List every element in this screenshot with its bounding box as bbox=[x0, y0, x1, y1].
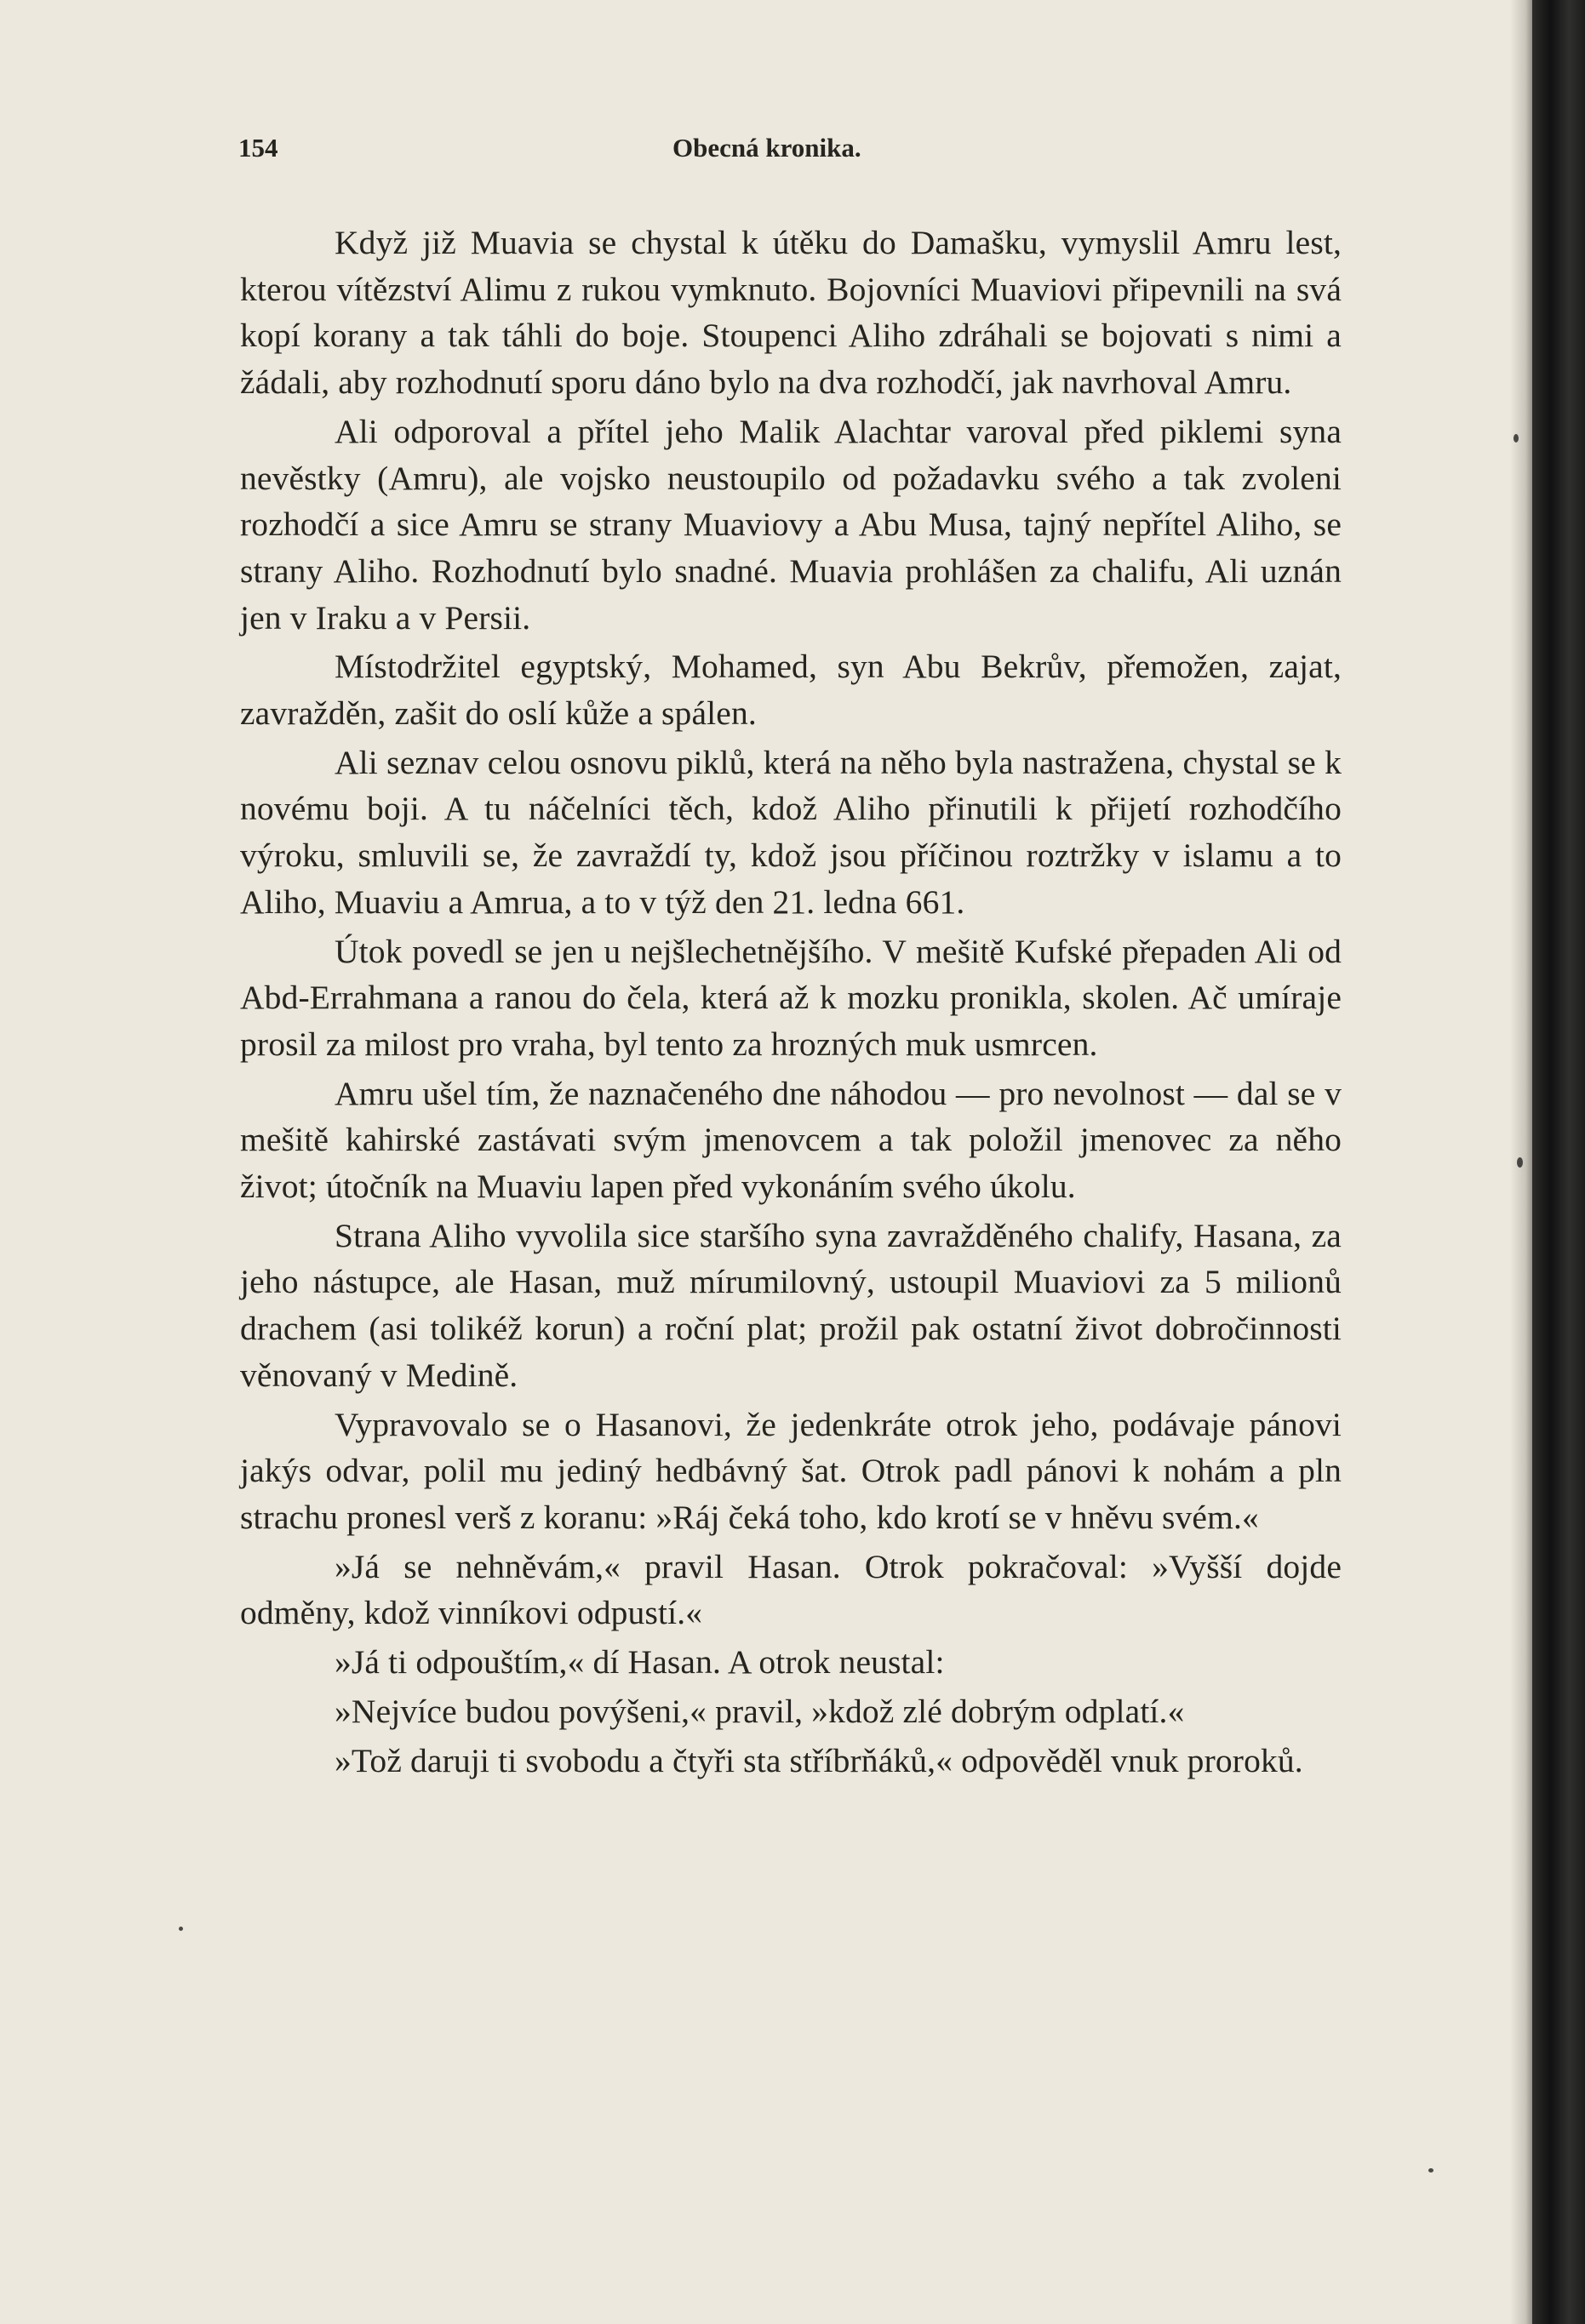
running-title: Obecná kronika. bbox=[672, 133, 861, 163]
body-text bbox=[240, 220, 1342, 1786]
paragraph: Když již Muavia se chystal k útěku do Damašku, vymyslil Amru lest, kterou vítězství Alimu z rukou vymknuto. Bojovníci Muaviovi připevnili na svá kopí korany a tak táhli do boje. Stoupenci Aliho zdráhali se bojovati s nimi a žádali, aby rozhodnutí sporu dáno bylo na dva rozhodčí, jak navrhoval Amru. bbox=[240, 224, 1342, 402]
scan-speck bbox=[1428, 2168, 1433, 2173]
paragraph: Ali seznav celou osnovu piklů, která na něho byla nastražena, chystal se k novému boji. A tu náčelníci těch, kdož Aliho přinutili k přijetí rozhodčího výroku, smluvili se, že zavraždí ty, kdož jsou příčinou roztržky v islamu a to Aliho, Muaviu a Amrua, a to v týž den 21. ledna 661. bbox=[240, 743, 1342, 921]
paragraph: »Nejvíce budou povýšeni,« pravil, »kdož zlé dobrým odplatí.« bbox=[335, 1692, 1185, 1730]
paragraph: Útok povedl se jen u nejšlechetnějšího. V mešitě Kufské přepaden Ali od Abd-Errahmana a ranou do čela, která až k mozku pronikla, skolen. Ač umíraje prosil za milost pro vraha, byl tento za hrozných muk usmrcen. bbox=[240, 932, 1342, 1063]
scan-speck bbox=[179, 1927, 183, 1931]
paragraph: Místodržitel egyptský, Mohamed, syn Abu Bekrův, přemožen, zajat, zavražděn, zašit do oslí kůže a spálen. bbox=[240, 648, 1342, 733]
paragraph: Amru ušel tím, že naznačeného dne náhodou — pro nevolnost — dal se v mešitě kahirské zastávati svým jmenovcem a tak položil jmenovec za něho život; útočník na Muaviu lapen před vykonáním svého úkolu. bbox=[240, 1074, 1342, 1206]
paragraph: »Já ti odpouštím,« dí Hasan. A otrok neustal: bbox=[335, 1643, 945, 1682]
paragraph: »Tož daruji ti svobodu a čtyři sta stříbrňáků,« odpověděl vnuk proroků. bbox=[335, 1741, 1303, 1779]
scan-speck bbox=[1517, 1157, 1523, 1168]
running-header bbox=[238, 133, 1345, 175]
paragraph: »Já se nehněvám,« pravil Hasan. Otrok pokračoval: »Vyšší dojde odměny, kdož vinníkovi odpustí.« bbox=[240, 1547, 1342, 1632]
paragraph: Ali odporoval a přítel jeho Malik Alachtar varoval před piklemi syna nevěstky (Amru), ale vojsko neustoupilo od požadavku svého a tak zvoleni rozhodčí a sice Amru se strany Muaviovy a Abu Musa, tajný nepřítel Aliho, se strany Aliho. Rozhodnutí bylo snadné. Muavia prohlášen za chalifu, Ali uznán jen v Iraku a v Persii. bbox=[240, 412, 1342, 637]
page-number: 154 bbox=[238, 133, 278, 163]
paragraph: Strana Aliho vyvolila sice staršího syna zavražděného chalify, Hasana, za jeho nástupce, ale Hasan, muž mírumilovný, ustoupil Muaviovi za 5 milionů drachem (asi tolikéž korun) a roční plat; prožil pak ostatní život dobročinnosti věnovaný v Medině. bbox=[240, 1216, 1342, 1394]
scan-border bbox=[1532, 0, 1585, 2324]
paragraph: Vypravovalo se o Hasanovi, že jedenkráte otrok jeho, podávaje pánovi jakýs odvar, polil mu jediný hedbávný šat. Otrok padl pánovi k nohám a pln strachu pronesl verš z koranu: »Ráj čeká toho, kdo krotí se v hněvu svém.« bbox=[240, 1405, 1342, 1536]
scan-speck bbox=[1513, 434, 1519, 443]
